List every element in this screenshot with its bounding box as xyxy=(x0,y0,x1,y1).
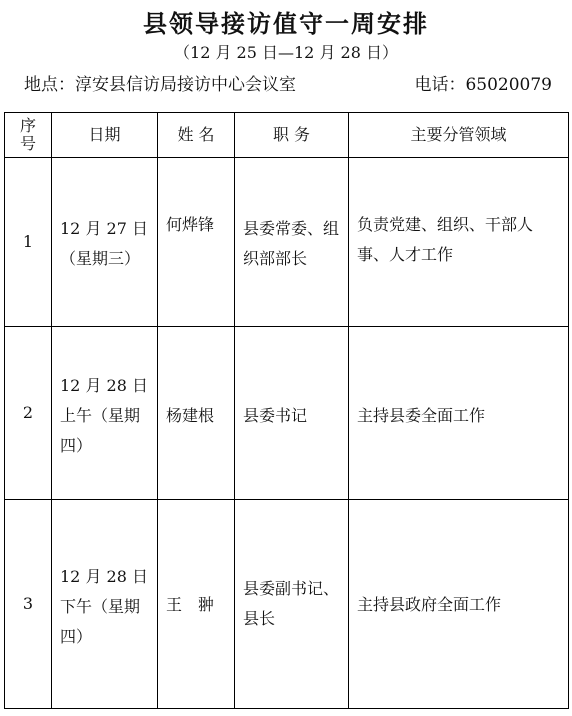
column-header-area: 主要分管领域 xyxy=(349,113,569,158)
date-cell xyxy=(52,327,158,500)
location-text: 地点：淳安县信访局接访中心会议室 xyxy=(24,75,296,95)
duty-text: 县委副书记、县长 xyxy=(243,579,340,628)
name-text: 杨建根 xyxy=(166,406,215,425)
column-header-duty: 职 务 xyxy=(235,113,349,158)
date-text: 12 月 28 日下午（星期四） xyxy=(60,567,148,646)
name-cell xyxy=(158,327,235,500)
column-header-seq: 序号 xyxy=(5,113,52,158)
seq-cell: 3 xyxy=(5,500,52,709)
area-text: 负责党建、组织、干部人事、人才工作 xyxy=(357,215,534,264)
page-title: 县领导接访值守一周安排 xyxy=(143,10,429,38)
seq-cell: 2 xyxy=(5,327,52,500)
column-header-date: 日期 xyxy=(52,113,158,158)
area-cell xyxy=(349,327,569,500)
name-cell xyxy=(158,158,235,327)
duty-cell xyxy=(235,500,349,709)
duty-cell xyxy=(235,158,349,327)
table-row xyxy=(5,500,569,709)
date-cell xyxy=(52,158,158,327)
table-header-row xyxy=(5,113,569,158)
date-range-subtitle: （12 月 25 日—12 月 28 日） xyxy=(174,43,398,62)
area-text: 主持县政府全面工作 xyxy=(357,595,502,614)
date-text: 12 月 27 日（星期三） xyxy=(60,219,148,268)
duty-cell xyxy=(235,327,349,500)
table-row xyxy=(5,327,569,500)
schedule-table xyxy=(4,112,569,709)
area-cell xyxy=(349,158,569,327)
phone-text: 电话：65020079 xyxy=(414,75,552,95)
duty-text: 县委书记 xyxy=(243,406,308,425)
name-text: 王 翀 xyxy=(166,595,215,614)
name-cell xyxy=(158,500,235,709)
duty-text: 县委常委、组织部部长 xyxy=(243,219,340,268)
table-row xyxy=(5,158,569,327)
column-header-name: 姓 名 xyxy=(158,113,235,158)
date-text: 12 月 28 日上午（星期四） xyxy=(60,376,148,455)
seq-cell: 1 xyxy=(5,158,52,327)
area-text: 主持县委全面工作 xyxy=(357,406,486,425)
area-cell xyxy=(349,500,569,709)
date-cell xyxy=(52,500,158,709)
name-text: 何烨锋 xyxy=(166,215,215,234)
